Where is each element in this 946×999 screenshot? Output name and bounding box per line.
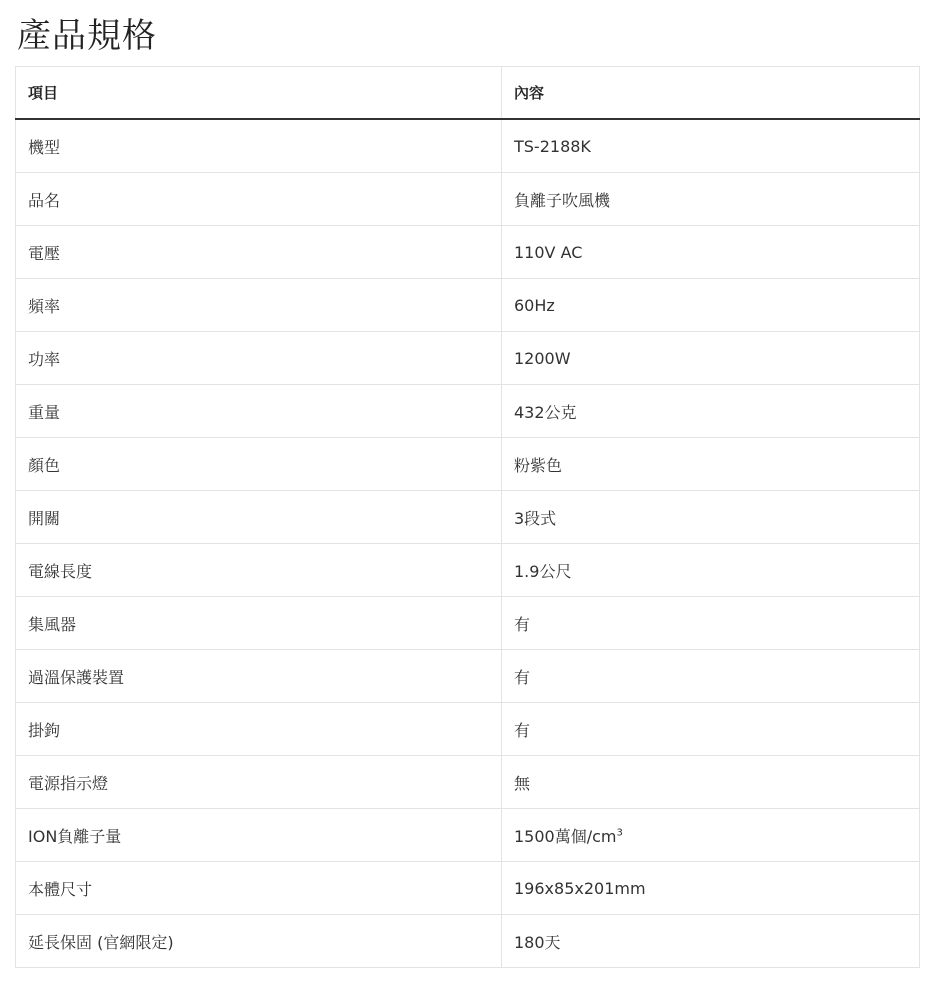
- spec-value: 432公克: [502, 385, 920, 438]
- table-row: [16, 279, 920, 332]
- spec-label: 過溫保護裝置: [16, 650, 502, 703]
- table-row: [16, 597, 920, 650]
- spec-value: 196x85x201mm: [502, 862, 920, 915]
- spec-value: 180天: [502, 915, 920, 968]
- table-row: [16, 703, 920, 756]
- spec-label: 電源指示燈: [16, 756, 502, 809]
- spec-label: 功率: [16, 332, 502, 385]
- spec-value: [502, 809, 920, 862]
- spec-value: 1.9公尺: [502, 544, 920, 597]
- table-row: [16, 809, 920, 862]
- spec-label: 集風器: [16, 597, 502, 650]
- spec-value: 有: [502, 650, 920, 703]
- table-row: [16, 438, 920, 491]
- spec-label: 開關: [16, 491, 502, 544]
- table-row: [16, 226, 920, 279]
- table-row: [16, 491, 920, 544]
- spec-label: 電壓: [16, 226, 502, 279]
- spec-table: [15, 66, 920, 968]
- spec-label: 本體尺寸: [16, 862, 502, 915]
- spec-label: ION負離子量: [16, 809, 502, 862]
- spec-value: 60Hz: [502, 279, 920, 332]
- spec-value: 負離子吹風機: [502, 173, 920, 226]
- spec-label: 品名: [16, 173, 502, 226]
- spec-label: 機型: [16, 119, 502, 173]
- spec-label: 顏色: [16, 438, 502, 491]
- column-header-item: 項目: [16, 67, 502, 120]
- table-row: [16, 650, 920, 703]
- page-title: 產品規格: [17, 16, 157, 56]
- spec-value: 有: [502, 597, 920, 650]
- superscript-exponent: 3: [616, 827, 623, 839]
- spec-value: 有: [502, 703, 920, 756]
- spec-value-text: 1500萬個/cm: [514, 826, 617, 846]
- table-row: [16, 385, 920, 438]
- spec-label: 延長保固 (官網限定): [16, 915, 502, 968]
- spec-value: 110V AC: [502, 226, 920, 279]
- spec-label: 重量: [16, 385, 502, 438]
- table-row: [16, 332, 920, 385]
- table-row: [16, 544, 920, 597]
- spec-value: 無: [502, 756, 920, 809]
- table-row: [16, 915, 920, 968]
- spec-label: 掛鉤: [16, 703, 502, 756]
- spec-label: 電線長度: [16, 544, 502, 597]
- table-row: [16, 173, 920, 226]
- table-row: [16, 119, 920, 173]
- spec-label: 頻率: [16, 279, 502, 332]
- spec-value: 3段式: [502, 491, 920, 544]
- spec-value: 1200W: [502, 332, 920, 385]
- table-header-row: [16, 67, 920, 120]
- spec-value: 粉紫色: [502, 438, 920, 491]
- column-header-content: 內容: [502, 67, 920, 120]
- table-row: [16, 756, 920, 809]
- spec-value: TS-2188K: [502, 119, 920, 173]
- table-row: [16, 862, 920, 915]
